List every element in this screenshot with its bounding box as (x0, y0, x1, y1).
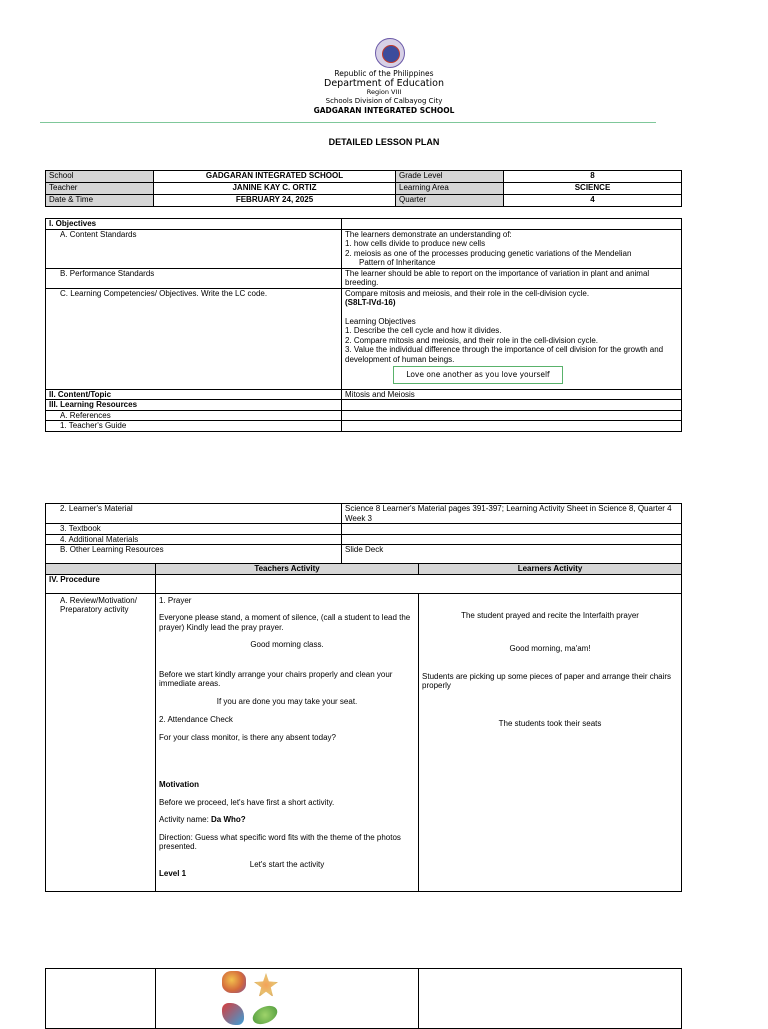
textbook-label: 3. Textbook (46, 524, 342, 535)
competency-text: Compare mitosis and meiosis, and their role in the cell-division cycle. (345, 288, 590, 298)
date-label: Date & Time (46, 195, 154, 207)
learning-objectives-heading: Learning Objectives (345, 316, 416, 326)
school-value: GADGARAN INTEGRATED SCHOOL (154, 171, 396, 183)
learners-seat-response: The students took their seats (498, 718, 602, 728)
teachers-guide-label: 1. Teacher's Guide (46, 421, 342, 432)
content-standards-cell (342, 229, 682, 268)
absent-question: For your class monitor, is there any absent today? (159, 732, 336, 742)
competencies-label: C. Learning Competencies/ Objectives. Write the LC code. (46, 288, 342, 389)
info-table (45, 170, 682, 207)
animal-cell-image (222, 971, 246, 993)
school-label: School (46, 171, 154, 183)
attendance-step: 2. Attendance Check (159, 715, 233, 724)
objectives-table (45, 218, 682, 432)
content-topic-label: II. Content/Topic (46, 389, 342, 400)
performance-standards-text: The learner should be able to report on the importance of variation in plant and animal breeding. (342, 268, 682, 288)
performance-standards-label: B. Performance Standards (46, 268, 342, 288)
prayer-instruction: Everyone please stand, a moment of silence, (call a student to lead the prayer) Kindly lead the pray prayer. (159, 613, 411, 632)
learners-prayer-response: The student prayed and recite the Interfaith prayer (461, 610, 639, 620)
content-item-2b: Pattern of Inheritance (359, 258, 436, 267)
teachers-activity-heading: Teachers Activity (156, 564, 419, 575)
grade-value: 8 (504, 171, 682, 183)
additional-materials-label: 4. Additional Materials (46, 534, 342, 545)
date-value: FEBRUARY 24, 2025 (154, 195, 396, 207)
learners-material-value: Science 8 Learner's Material pages 391-397; Learning Activity Sheet in Science 8, Quarter 4 Week 3 (342, 504, 682, 524)
content-standards-label: A. Content Standards (46, 229, 342, 268)
learning-resources-heading: III. Learning Resources (46, 400, 342, 411)
other-resources-label: B. Other Learning Resources (46, 545, 342, 564)
references-label: A. References (46, 410, 342, 421)
activity-start: Let's start the activity (249, 859, 325, 869)
arrange-chairs-instruction: Before we start kindly arrange your chairs properly and clean your immediate areas. (159, 669, 393, 688)
learners-greeting-response: Good morning, ma'am! (509, 644, 591, 653)
other-resources-value: Slide Deck (342, 545, 682, 564)
activity-name: Da Who? (211, 815, 246, 824)
learners-arrange-response: Students are picking up some pieces of paper and arrange their chairs properly (422, 671, 672, 690)
grade-label: Grade Level (396, 171, 504, 183)
level-1-label: Level 1 (159, 869, 187, 878)
review-label: A. Review/Motivation/ Preparatory activity (46, 593, 156, 891)
learning-objective-1: 1. Describe the cell cycle and how it divides. (345, 326, 502, 335)
mitochondria-image (222, 1003, 244, 1025)
teachers-activity-cell (156, 593, 419, 891)
content-item-1: 1. how cells divide to produce new cells (345, 239, 486, 248)
competencies-cell (342, 288, 682, 389)
header-divider (40, 122, 656, 123)
learners-material-label: 2. Learner's Material (46, 504, 342, 524)
content-topic-value: Mitosis and Meiosis (342, 389, 682, 400)
motivation-intro: Before we proceed, let's have first a short activity. (159, 797, 335, 807)
learners-activity-cell (419, 593, 682, 891)
procedure-heading: IV. Procedure (46, 574, 156, 593)
continuation-table (45, 968, 682, 1029)
doc-title: DETAILED LESSON PLAN (328, 137, 440, 147)
lc-code: (S8LT-IVd-16) (345, 298, 396, 307)
area-value: SCIENCE (504, 183, 682, 195)
content-intro: The learners demonstrate an understanding of: (345, 229, 512, 239)
procedure-table (45, 503, 682, 892)
learning-objective-3: 3. Value the individual difference through the importance of cell division for the growth and development of human beings. (345, 345, 664, 364)
prayer-step: 1. Prayer (159, 595, 192, 605)
motivation-heading: Motivation (159, 780, 199, 789)
quarter-label: Quarter (396, 195, 504, 207)
teacher-greeting: Good morning class. (250, 640, 324, 649)
teacher-value: JANINE KAY C. ORTIZ (154, 183, 396, 195)
quarter-value: 4 (504, 195, 682, 207)
activity-direction: Direction: Guess what specific word fits with the theme of the photos presented. (159, 832, 401, 851)
cell-star-image (254, 973, 278, 997)
republic-line: Republic of the Philippines (334, 69, 434, 78)
teacher-label: Teacher (46, 183, 154, 195)
deped-seal-icon (375, 38, 405, 68)
department-line: Department of Education (324, 78, 444, 89)
content-item-2: 2. meiosis as one of the processes producing genetic variations of the Mendelian (345, 248, 632, 258)
motto-banner: Love one another as you love yourself (393, 366, 563, 384)
take-seat-instruction: If you are done you may take your seat. (216, 696, 358, 706)
activity-name-line (159, 815, 415, 825)
learners-activity-heading: Learners Activity (419, 564, 682, 575)
activity-name-prefix: Activity name: (159, 815, 212, 824)
school-name: GADGARAN INTEGRATED SCHOOL (313, 106, 455, 115)
activity-images-cell (156, 969, 419, 1029)
learning-objective-2: 2. Compare mitosis and meiosis, and their role in the cell-division cycle. (345, 335, 598, 345)
division-line: Schools Division of Calbayog City (325, 97, 443, 105)
region-line: Region VIII (366, 88, 402, 96)
area-label: Learning Area (396, 183, 504, 195)
objectives-heading: I. Objectives (46, 219, 342, 230)
